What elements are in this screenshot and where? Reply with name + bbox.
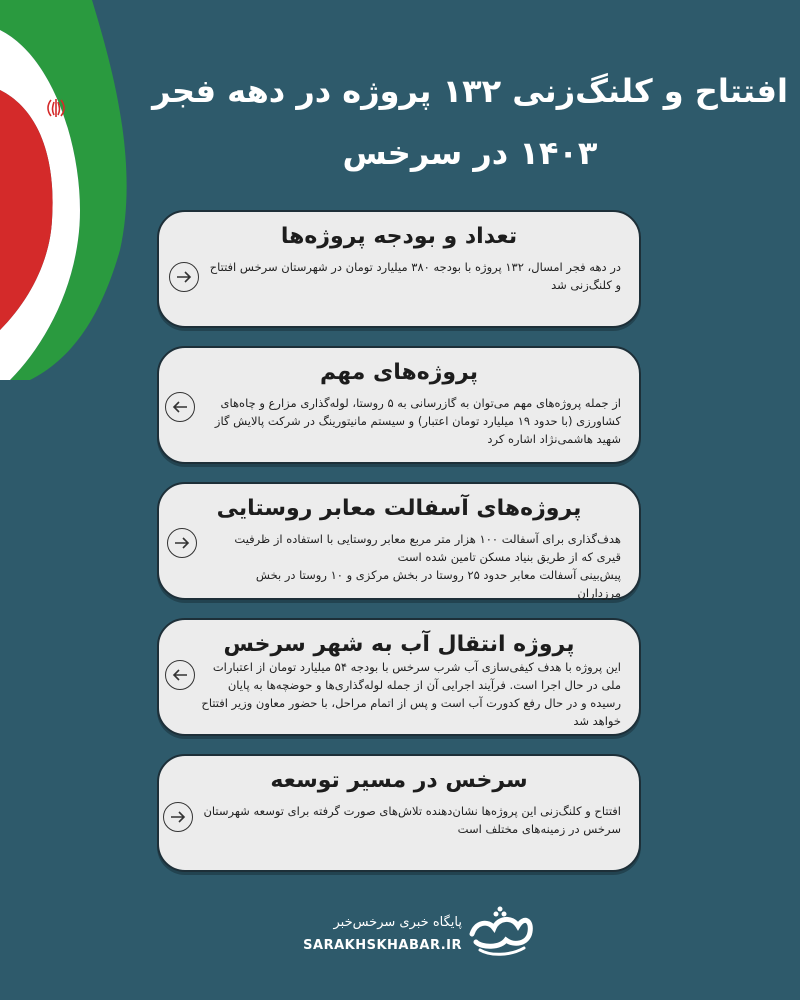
card-heading: پروژه انتقال آب به شهر سرخس (223, 632, 575, 657)
card-body: افتتاح و کلنگ‌زنی این پروژه‌ها نشان‌دهنده تلاش‌های صورت گرفته برای توسعه شهرستان سرخس در زمینه‌های مختلف است (203, 804, 621, 836)
page-title: افتتاح و کلنگ‌زنی ۱۳۲ پروژه در دهه فجر ۱۴۰۳ در سرخس (152, 72, 788, 172)
card-body: این پروژه با هدف کیفی‌سازی آب شرب سرخس با بودجه ۵۴ میلیارد تومان از اعتبارات ملی در حال اجرا است. فرآیند اجرایی آن از جمله لوله‌گذاری‌ها و حوضچه‌ها به پایان رسیده و در حال رفع کدورت آب است و پس از اتمام مراحل، با حضور معاون وزیر افتتاح خواهد شد (201, 660, 621, 728)
info-card-development (157, 754, 641, 872)
card-heading: سرخس در مسیر توسعه (270, 768, 528, 793)
info-card-asphalt-projects (157, 482, 641, 600)
footer-url[interactable]: SARAKHSKHABAR.IR (303, 938, 462, 953)
card-body: در دهه فجر امسال، ۱۳۲ پروژه با بودجه ۳۸۰ میلیارد تومان در شهرستان سرخس افتتاح و کلنگ‌زنی شد (209, 260, 621, 292)
arrow-right-icon[interactable] (169, 262, 199, 292)
card-heading: تعداد و بودجه پروژه‌ها (280, 224, 518, 249)
card-body: هدف‌گذاری برای آسفالت ۱۰۰ هزار متر مربع معابر روستایی با استفاده از ظرفیت قیری که از طریق بنیاد مسکن تامین شده است پیش‌بینی آسفالت معابر حدود ۲۵ روستا در بخش مرکزی و ۱۰ روستا در بخش مرزداران (234, 532, 621, 600)
card-heading: پروژه‌های آسفالت معابر روستایی (216, 496, 582, 521)
arrow-right-icon[interactable] (163, 802, 193, 832)
arrow-left-icon[interactable] (165, 660, 195, 690)
info-card-key-projects (157, 346, 641, 464)
arrow-left-icon[interactable] (165, 392, 195, 422)
site-logo (466, 904, 536, 960)
footer-site-name: پایگاه خبری سرخس‌خبر (333, 915, 462, 930)
iran-flag-ribbon (0, 0, 140, 380)
card-heading: پروژه‌های مهم (319, 360, 478, 385)
arrow-right-icon[interactable] (167, 528, 197, 558)
card-body: از جمله پروژه‌های مهم می‌توان به گازرسانی به ۵ روستا، لوله‌گذاری مزارع و چاه‌های کشاورزی (با حدود ۱۹ میلیارد تومان اعتبار) و سیستم مانیتورینگ در شرکت پالایش گاز شهید هاشمی‌نژاد اشاره کرد (214, 396, 621, 446)
info-card-project-count (157, 210, 641, 328)
info-card-water-transfer (157, 618, 641, 736)
